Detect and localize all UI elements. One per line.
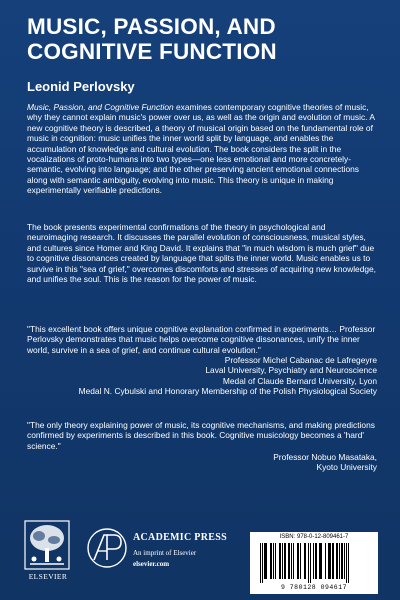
- book-title: [27, 14, 377, 64]
- quote-1-attribution-line: Professor Michel Cabanac de Lafregeyre: [224, 355, 377, 365]
- academic-press-logo-icon: [86, 526, 128, 570]
- barcode-icon: [258, 543, 370, 583]
- title-line-2: COGNITIVE FUNCTION: [27, 39, 277, 64]
- barcode-panel: [250, 532, 378, 594]
- author-name: Leonid Perlovsky: [27, 79, 135, 94]
- description-title-italic: Music, Passion, and Cognitive Function: [27, 102, 174, 112]
- quote-2-text: "The only theory explaining power of music, its cognitive mechanisms, and making predictions confirmed by experiments is described in this book. Cognitive musicology becomes a 'hard' science.": [27, 420, 375, 451]
- quote-2-attribution-line: Kyoto University: [316, 462, 377, 473]
- barcode-digits: 9 780128 094617: [280, 584, 347, 591]
- publisher-url: elsevier.com: [133, 560, 170, 568]
- quote-1-attribution: [27, 355, 377, 397]
- quote-1-attribution-line: Laval University, Psychiatry and Neuroscience: [205, 365, 377, 376]
- elsevier-tree-logo-icon: [24, 520, 70, 570]
- quote-2-attribution: [27, 452, 377, 473]
- quote-1-attribution-line: Medal N. Cybulski and Honorary Membership of the Polish Physiological Society: [78, 386, 377, 397]
- quote-2-attribution-line: Professor Nobuo Masataka,: [273, 452, 377, 462]
- publisher-imprint: An imprint of Elsevier: [133, 549, 197, 557]
- elsevier-wordmark: ELSEVIER: [28, 572, 68, 581]
- quote-1-attribution-line: Medal of Claude Bernard University, Lyon: [222, 375, 377, 386]
- quote-1-text: "This excellent book offers unique cognitive explanation confirmed in experiments… Professor Perlovsky demonstrates that music helps overcome cognitive dissonances, unify the inner world, survive in a sea of grief, and continue cultural evolution.": [27, 324, 376, 355]
- isbn-label: ISBN: 978-0-12-809461-7: [279, 534, 349, 540]
- description-paragraph-1: [27, 102, 377, 196]
- title-line-1: MUSIC, PASSION, AND: [27, 14, 276, 39]
- description-paragraph-1-body: examines contemporary cognitive theories of music, why they cannot explain music's power over us, as well as the origin and evolution of music. A new cognitive theory is described, a theory of musical origin based on the fundamental role of music in cognition: music unifies the inner world split by language, and enables the accumulation of knowledge and cultural evolution. The book considers the split in the vocalizations of proto-humans into two types—one less emotional and more concretely-semantic, evolving into language; and the other preserving ancient emotional connections along with semantic ambiguity, evolving into music. This theory is unique in making experimentally verifiable predictions.: [27, 102, 375, 196]
- description-paragraph-2: The book presents experimental confirmations of the theory in psychological and neuroimaging research. It discusses the parallel evolution of consciousness, musical styles, and cultures since Homer and King David. It explains that "in much wisdom is much grief" due to cognitive dissonances created by language that splits the inner world. Music enables us to survive in this "sea of grief," overcomes discomforts and stresses of acquiring new knowledge, and unifies the soul. This is the reason for the power of music.: [27, 222, 377, 285]
- publisher-footer: [0, 508, 400, 600]
- publisher-name: ACADEMIC PRESS: [133, 532, 227, 543]
